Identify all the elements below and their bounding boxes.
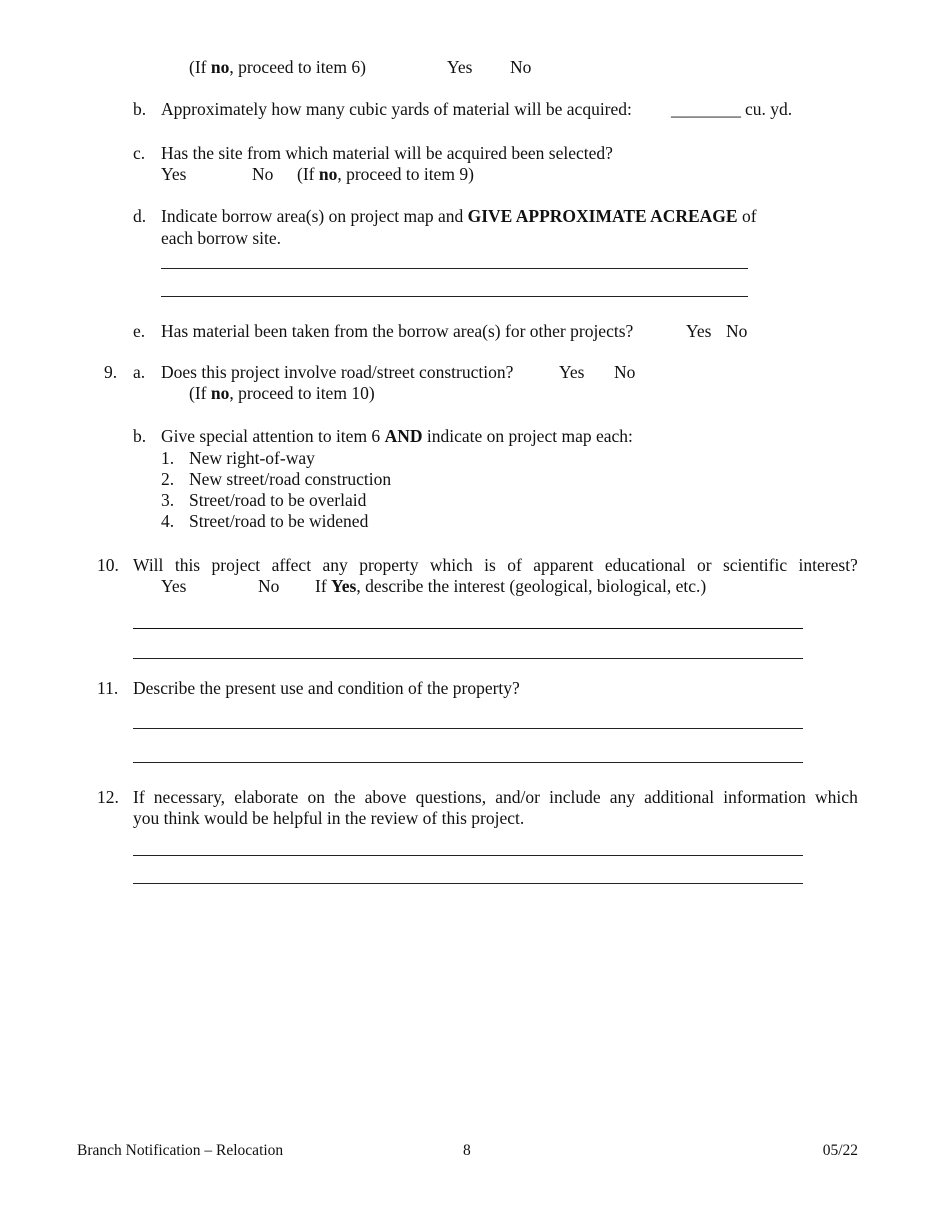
item8e-question: Has material been taken from the borrow area(s) for other projects? bbox=[161, 321, 634, 341]
item8b-cubic-yards-blank[interactable]: ________ bbox=[671, 99, 741, 119]
item8d-letter: d. bbox=[133, 206, 147, 226]
item11-answer-line[interactable] bbox=[133, 762, 803, 763]
item12-answer-line[interactable] bbox=[133, 855, 803, 856]
item8d-answer-line[interactable] bbox=[161, 296, 748, 297]
item8d-question-line2: each borrow site. bbox=[161, 228, 282, 248]
item8e-yes-option[interactable]: Yes bbox=[686, 321, 712, 341]
item8a-no-option[interactable]: No bbox=[510, 57, 532, 77]
item12-answer-line[interactable] bbox=[133, 883, 803, 884]
item10-yes-option[interactable]: Yes bbox=[161, 576, 187, 596]
item10-answer-line[interactable] bbox=[133, 628, 803, 629]
item9a-no-option[interactable]: No bbox=[614, 362, 636, 382]
item10-question: Will this project affect any property which is of apparent educational or scientific interest? bbox=[133, 555, 858, 575]
footer-page-number: 8 bbox=[463, 1142, 471, 1159]
list-item-number: 3. bbox=[161, 490, 175, 510]
item8c-proceed-note: (If no, proceed to item 9) bbox=[297, 164, 474, 184]
list-item-number: 2. bbox=[161, 469, 175, 489]
item8a-yes-option[interactable]: Yes bbox=[447, 57, 473, 77]
item9b-letter: b. bbox=[133, 426, 147, 446]
item12-question-line2: you think would be helpful in the review of this project. bbox=[133, 808, 525, 828]
item12-question: If necessary, elaborate on the above questions, and/or include any additional information which bbox=[133, 787, 858, 807]
item9a-proceed-note: (If no, proceed to item 10) bbox=[189, 383, 375, 403]
item9a-yes-option[interactable]: Yes bbox=[559, 362, 585, 382]
item10-answer-line[interactable] bbox=[133, 658, 803, 659]
item10-describe-note: If Yes, describe the interest (geological, biological, etc.) bbox=[315, 576, 707, 596]
item11-number: 11. bbox=[97, 678, 119, 698]
item8d-answer-line[interactable] bbox=[161, 268, 748, 269]
item8c-question: Has the site from which material will be acquired been selected? bbox=[161, 143, 613, 163]
item8e-no-option[interactable]: No bbox=[726, 321, 748, 341]
footer-title: Branch Notification – Relocation bbox=[77, 1142, 284, 1159]
item8d-question: Indicate borrow area(s) on project map and GIVE APPROXIMATE ACREAGE of bbox=[161, 206, 757, 226]
item11-question: Describe the present use and condition of the property? bbox=[133, 678, 520, 698]
item9-number: 9. bbox=[104, 362, 118, 382]
list-item: Street/road to be widened bbox=[189, 511, 369, 531]
item8c-letter: c. bbox=[133, 143, 146, 163]
item10-number: 10. bbox=[97, 555, 119, 575]
footer-date: 05/22 bbox=[822, 1142, 858, 1159]
item8b-letter: b. bbox=[133, 99, 147, 119]
item9b-question: Give special attention to item 6 AND indicate on project map each: bbox=[161, 426, 633, 446]
item8b-unit: cu. yd. bbox=[745, 99, 793, 119]
list-item: New street/road construction bbox=[189, 469, 392, 489]
item8e-letter: e. bbox=[133, 321, 146, 341]
list-item-number: 4. bbox=[161, 511, 175, 531]
list-item: Street/road to be overlaid bbox=[189, 490, 367, 510]
item8b-question: Approximately how many cubic yards of material will be acquired: bbox=[161, 99, 632, 119]
list-item-number: 1. bbox=[161, 448, 175, 468]
item8c-no-option[interactable]: No bbox=[252, 164, 274, 184]
item8c-yes-option[interactable]: Yes bbox=[161, 164, 187, 184]
item11-answer-line[interactable] bbox=[133, 728, 803, 729]
item12-number: 12. bbox=[97, 787, 119, 807]
item8a-proceed-note: (If no, proceed to item 6) bbox=[189, 57, 366, 77]
item9a-letter: a. bbox=[133, 362, 146, 382]
item9a-question: Does this project involve road/street construction? bbox=[161, 362, 514, 382]
item10-no-option[interactable]: No bbox=[258, 576, 280, 596]
list-item: New right-of-way bbox=[189, 448, 315, 468]
